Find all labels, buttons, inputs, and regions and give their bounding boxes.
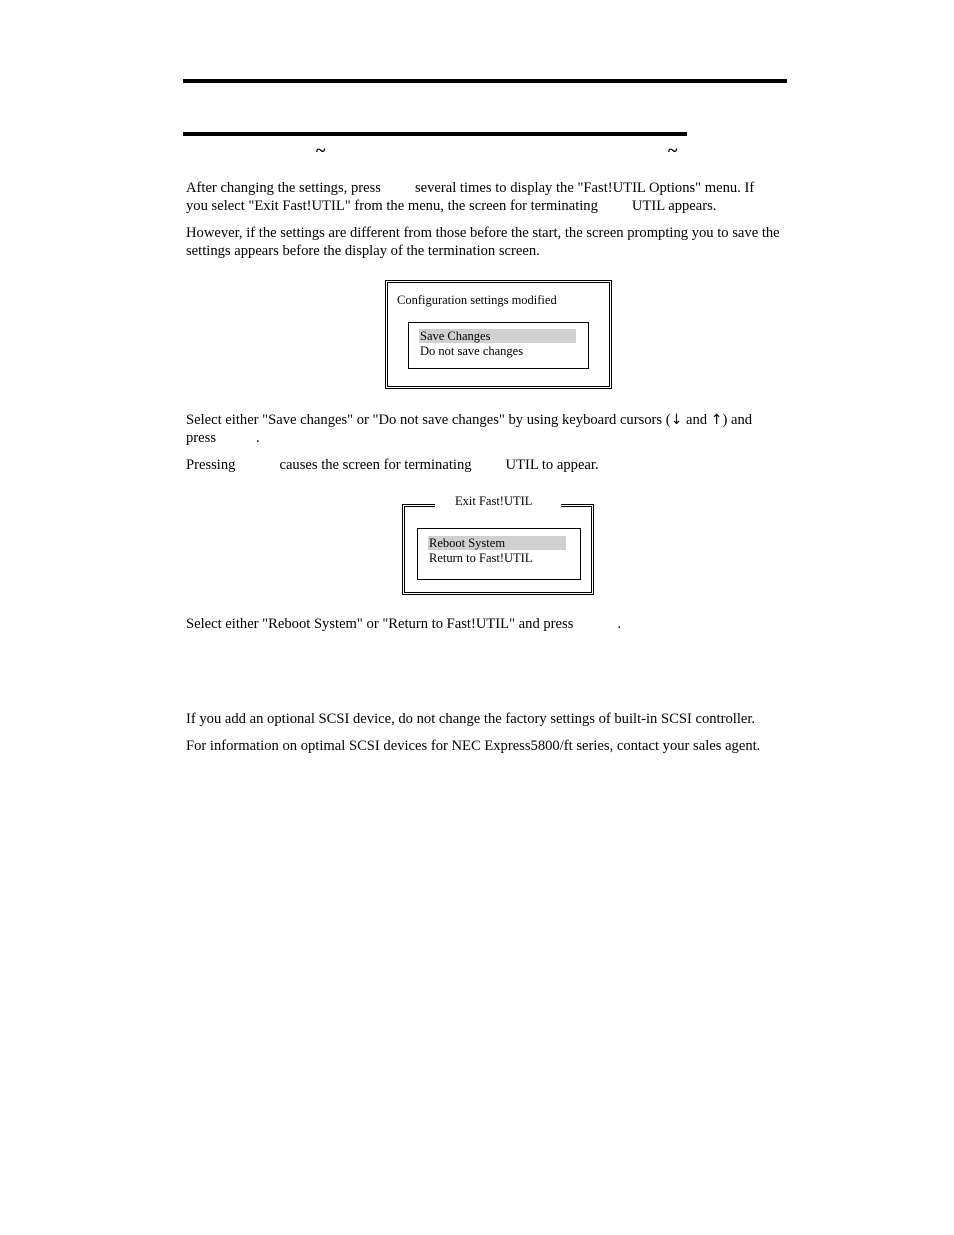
paragraph-scsi-info: For information on optimal SCSI devices for NEC Express5800/ft series, contact your sales agent. bbox=[186, 738, 761, 754]
paragraph-save-prompt: However, if the settings are different from those before the start, the screen prompting you to save the settings appears before the display of the termination screen. bbox=[186, 225, 780, 259]
paragraph-pressing: Pressing causes the screen for terminating UTIL to appear. bbox=[186, 457, 599, 473]
exit-fastutil-dialog bbox=[402, 494, 594, 595]
arrow-up-icon: ↑ bbox=[710, 412, 723, 428]
save-changes-option[interactable]: Save Changes bbox=[419, 329, 576, 343]
dialog-title: Configuration settings modified bbox=[397, 293, 557, 307]
section-rule bbox=[183, 132, 687, 136]
dialog-title: Exit Fast!UTIL bbox=[455, 494, 533, 508]
paragraph-select-reboot: Select either "Reboot System" or "Return to Fast!UTIL" and press . bbox=[186, 616, 622, 632]
save-options-menu bbox=[408, 322, 589, 369]
reboot-system-option[interactable]: Reboot System bbox=[428, 536, 566, 550]
save-changes-dialog bbox=[385, 280, 612, 389]
exit-options-menu bbox=[417, 528, 581, 580]
paragraph-optional-scsi: If you add an optional SCSI device, do not change the factory settings of built-in SCSI controller. bbox=[186, 711, 756, 727]
top-rule bbox=[183, 79, 787, 83]
arrow-down-icon: ↓ bbox=[670, 412, 683, 428]
paragraph-exit-instructions: After changing the settings, press several times to display the "Fast!UTIL Options" menu. If you select "Exit Fast!UTIL" from the menu, the screen for terminating UTIL appears. bbox=[186, 180, 755, 214]
return-to-fastutil-option[interactable]: Return to Fast!UTIL bbox=[429, 551, 533, 565]
do-not-save-option[interactable]: Do not save changes bbox=[420, 344, 524, 358]
heading-tilde-right: ~ bbox=[668, 140, 678, 160]
heading-tilde-left: ~ bbox=[316, 140, 326, 160]
paragraph-select-save: Select either "Save changes" or "Do not save changes" by using keyboard cursors (↓ and ↑) and press . bbox=[186, 412, 753, 446]
